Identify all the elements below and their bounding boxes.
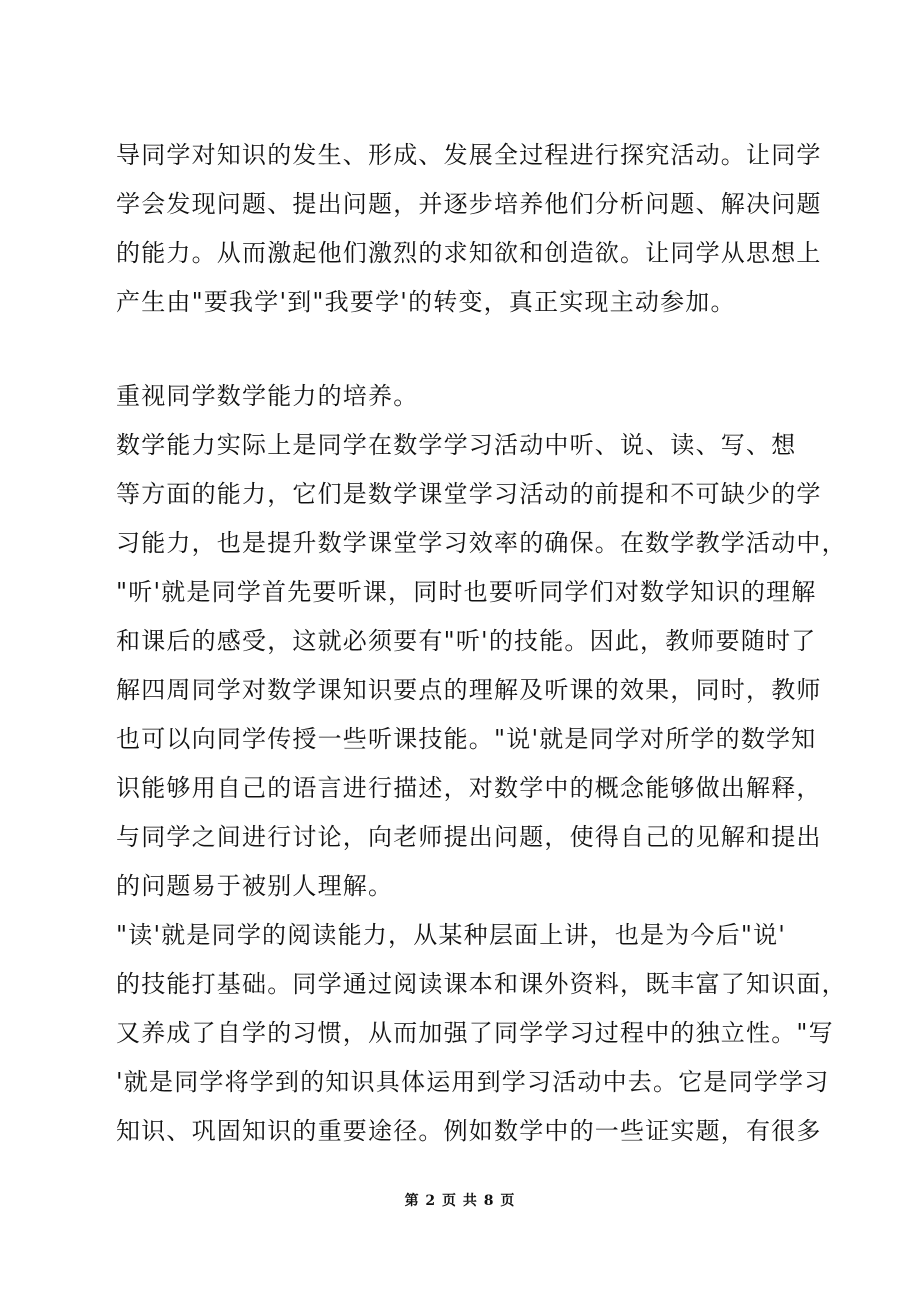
text-line: 导同学对知识的发生、形成、发展全过程进行探究活动。让同学 xyxy=(116,141,822,169)
page-number-footer: 第 2 页 共 8 页 xyxy=(404,1193,516,1209)
text-line: 的技能打基础。同学通过阅读课本和课外资料，既丰富了知识面， xyxy=(116,970,847,998)
text-line: 数学能力实际上是同学在数学学习活动中听、说、读、写、想 xyxy=(116,431,797,459)
text-line: 学会发现问题、提出问题，并逐步培养他们分析问题、解决问题 xyxy=(116,190,822,218)
text-line: 和课后的感受，这就必须要有"听'的技能。因此，教师要随时了 xyxy=(116,627,817,655)
section-heading: 重视同学数学能力的培养。 xyxy=(116,382,419,410)
text-line: 产生由"要我学'到"我要学'的转变，真正实现主动参加。 xyxy=(116,288,736,316)
text-line: 又养成了自学的习惯，从而加强了同学学习过程中的独立性。"写 xyxy=(116,1019,834,1047)
text-line: 等方面的能力，它们是数学课堂学习活动的前提和不可缺少的学 xyxy=(116,480,822,508)
text-line: "读'就是同学的阅读能力，从某种层面上讲，也是为今后"说' xyxy=(116,921,787,949)
text-line: 解四周同学对数学课知识要点的理解及听课的效果，同时，教师 xyxy=(116,676,822,704)
text-line: 的问题易于被别人理解。 xyxy=(116,872,394,900)
text-line: 识能够用自己的语言进行描述，对数学中的概念能够做出解释， xyxy=(116,774,822,802)
text-line: 与同学之间进行讨论，向老师提出问题，使得自己的见解和提出 xyxy=(116,823,822,851)
text-line: "听'就是同学首先要听课，同时也要听同学们对数学知识的理解 xyxy=(116,578,817,606)
text-line: 知识、巩固知识的重要途径。例如数学中的一些证实题，有很多 xyxy=(116,1117,822,1145)
text-line: 也可以向同学传授一些听课技能。"说'就是同学对所学的数学知 xyxy=(116,725,817,753)
text-line: 的能力。从而激起他们激烈的求知欲和创造欲。让同学从思想上 xyxy=(116,239,822,267)
text-line: 习能力，也是提升数学课堂学习效率的确保。在数学教学活动中， xyxy=(116,529,847,557)
text-line: '就是同学将学到的知识具体运用到学习活动中去。它是同学学习 xyxy=(116,1068,830,1096)
